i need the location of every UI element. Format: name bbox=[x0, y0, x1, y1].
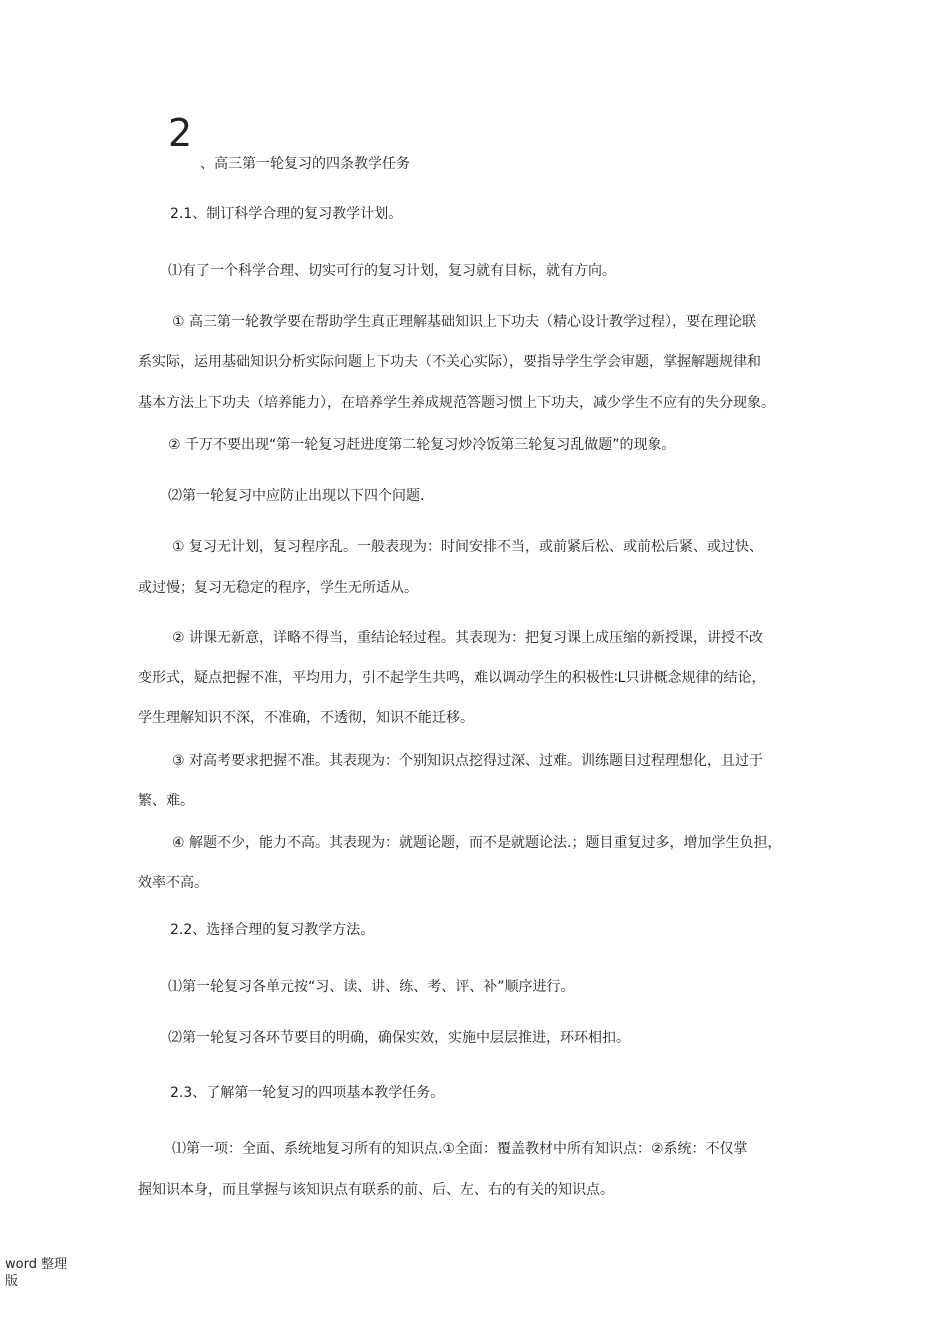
paragraph-line: 效率不高。 bbox=[138, 875, 208, 891]
subsection-heading-2-1: 2.1、制订科学合理的复习教学计划。 bbox=[170, 206, 403, 222]
section-number: 2 bbox=[168, 111, 193, 155]
paragraph-line: 变形式，疑点把握不准，平均用力，引不起学生共鸣，难以调动学生的积极性∶L只讲概念规律的结论， bbox=[138, 670, 766, 686]
footer-note-line2: 版 bbox=[5, 1274, 19, 1289]
footer-note: word 整理 bbox=[5, 1257, 68, 1272]
paragraph-line: ② 讲课无新意，详略不得当，重结论轻过程。其表现为：把复习课上成压缩的新授课，讲授不改 bbox=[172, 630, 763, 646]
subsection-heading-2-3: 2.3、了解第一轮复习的四项基本教学任务。 bbox=[170, 1085, 445, 1101]
paragraph-line: ① 高三第一轮教学要在帮助学生真正理解基础知识上下功夫（精心设计教学过程），要在理论联 bbox=[172, 314, 756, 330]
paragraph-line: 基本方法上下功夫（培养能力），在培养学生养成规范答题习惯上下功夫，减少学生不应有的失分现象。 bbox=[138, 395, 775, 411]
paragraph: ⑴有了一个科学合理、切实可行的复习计划，复习就有目标，就有方向。 bbox=[168, 263, 616, 279]
paragraph: ⑴第一轮复习各单元按“习、读、讲、练、考、评、补”顺序进行。 bbox=[168, 979, 575, 995]
paragraph-line: 或过慢；复习无稳定的程序，学生无所适从。 bbox=[138, 580, 418, 596]
paragraph-line: ⑴第一项：全面、系统地复习所有的知识点.①全面：覆盖教材中所有知识点：②系统：不仅掌 bbox=[172, 1141, 748, 1157]
paragraph: ⑵第一轮复习中应防止出现以下四个问题. bbox=[168, 488, 425, 504]
section-title: 、高三第一轮复习的四条教学任务 bbox=[200, 156, 410, 172]
paragraph-line: ④ 解题不少，能力不高。其表现为：就题论题，而不是就题论法.；题目重复过多，增加学生负担， bbox=[172, 835, 782, 851]
paragraph-line: ① 复习无计划，复习程序乱。一般表现为：时间安排不当，或前紧后松、或前松后紧、或过快、 bbox=[172, 539, 763, 555]
paragraph: ⑵第一轮复习各环节要目的明确，确保实效，实施中层层推进，环环相扣。 bbox=[168, 1030, 630, 1046]
paragraph: ② 千万不要出现“第一轮复习赶进度第二轮复习炒冷饭第三轮复习乱做题”的现象。 bbox=[168, 437, 676, 453]
paragraph-line: 繁、难。 bbox=[138, 793, 194, 809]
paragraph-line: 学生理解知识不深，不准确，不透彻，知识不能迁移。 bbox=[138, 710, 474, 726]
subsection-heading-2-2: 2.2、选择合理的复习教学方法。 bbox=[170, 922, 375, 938]
paragraph-line: ③ 对高考要求把握不准。其表现为：个别知识点挖得过深、过难。训练题目过程理想化，且过于 bbox=[172, 753, 763, 769]
paragraph-line: 系实际，运用基础知识分析实际问题上下功夫（不关心实际），要指导学生学会审题，掌握解题规律和 bbox=[138, 354, 761, 370]
paragraph-line: 握知识本身，而且掌握与该知识点有联系的前、后、左、右的有关的知识点。 bbox=[138, 1182, 614, 1198]
